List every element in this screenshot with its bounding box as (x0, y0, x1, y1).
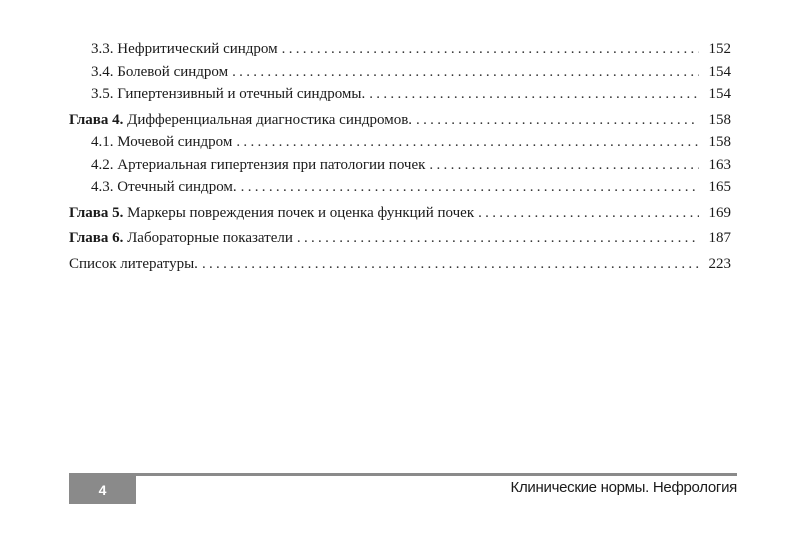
toc-page-number: 163 (708, 156, 731, 173)
toc-page-number: 158 (708, 134, 731, 150)
footer-rule (69, 473, 737, 476)
toc-entry-references (69, 253, 731, 276)
page-number-badge (69, 473, 136, 504)
toc-leader-dots (478, 202, 699, 225)
toc-page-number: 187 (708, 230, 731, 246)
toc-leader-dots (369, 83, 699, 106)
toc-entry-4-1 (69, 131, 731, 154)
page-number: 4 (98, 482, 107, 498)
toc-entry-4-3 (69, 176, 731, 199)
toc-leader-dots (202, 253, 699, 276)
toc-entry-3-3 (69, 38, 731, 61)
toc-page-number: 169 (708, 204, 731, 221)
toc-chapter-prefix: Глава 5. (69, 204, 124, 221)
toc-entry-3-4 (69, 61, 731, 84)
toc-leader-dots (297, 227, 699, 250)
toc-entry-label: 4.3. Отечный синдром. (91, 179, 237, 195)
toc-entry-label: 3.4. Болевой синдром (91, 63, 229, 80)
toc-chapter-prefix: Глава 4. (69, 111, 124, 128)
toc-entry-label: 3.3. Нефритический синдром (91, 41, 278, 57)
running-footer-title: Клинические нормы. Нефрология (510, 479, 737, 496)
toc-entry-label (69, 202, 474, 225)
toc-chapter-title: Дифференциальная диагностика синдромов. (123, 111, 413, 128)
toc-page-number: 152 (708, 41, 731, 57)
toc-leader-dots (416, 109, 699, 132)
toc-page-number: 223 (708, 255, 731, 272)
toc-entry-chapter-6 (69, 227, 731, 250)
toc-chapter-title: Маркеры повреждения почек и оценка функций почек (123, 204, 475, 221)
toc-leader-dots (282, 38, 699, 61)
toc-page-number: 158 (708, 111, 731, 128)
toc-entry-label: 3.5. Гипертензивный и отечный синдромы. (91, 86, 366, 102)
toc-leader-dots (429, 154, 699, 177)
toc-leader-dots (241, 176, 699, 199)
toc-page-number: 154 (708, 63, 731, 80)
toc-entry-label (69, 227, 293, 250)
toc-entry-label: 4.1. Мочевой синдром (91, 134, 233, 150)
toc-entry-4-2 (69, 154, 731, 177)
toc-entry-label: 4.2. Артериальная гипертензия при патологии почек (91, 156, 426, 173)
table-of-contents (69, 38, 731, 275)
toc-leader-dots (236, 131, 699, 154)
toc-entry-chapter-5 (69, 202, 731, 225)
toc-entry-label: Список литературы. (69, 255, 198, 272)
toc-leader-dots (232, 61, 699, 84)
toc-chapter-prefix: Глава 6. (69, 230, 124, 246)
toc-page-number: 165 (708, 179, 731, 195)
toc-entry-3-5 (69, 83, 731, 106)
toc-chapter-title: Лабораторные показатели (123, 230, 293, 246)
toc-entry-label (69, 109, 412, 132)
toc-page-number: 154 (708, 86, 731, 102)
toc-entry-chapter-4 (69, 109, 731, 132)
